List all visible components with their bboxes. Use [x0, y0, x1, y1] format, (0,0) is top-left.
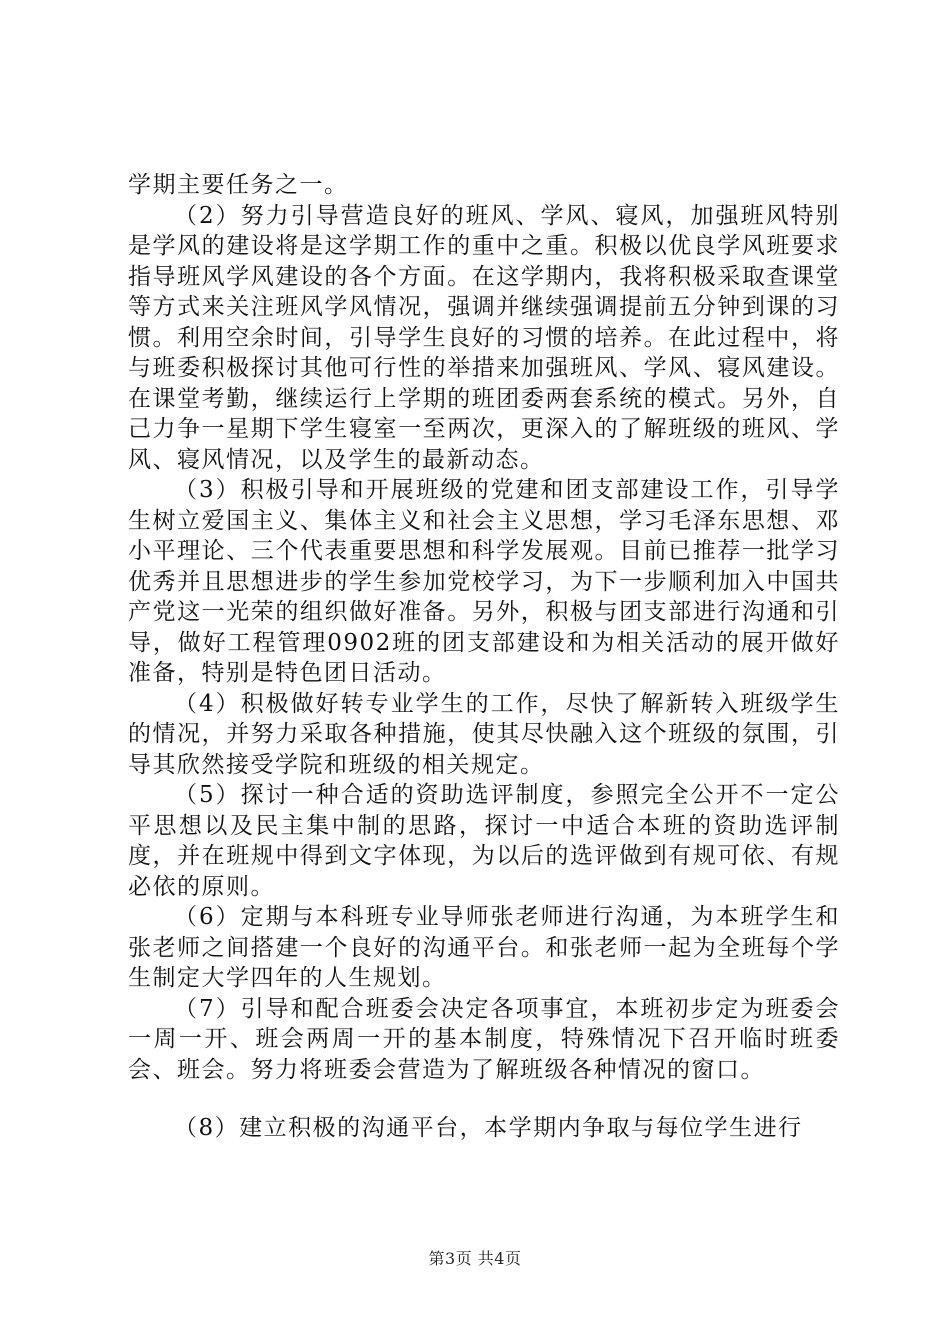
paragraph-item-2: （2）努力引导营造良好的班风、学风、寝风，加强班风特别是学风的建设将是这学期工作的重中之重。积极以优良学风班要求指导班风学风建设的各个方面。在这学期内，我将积极采取查课堂等方式来关注班风学风情况，强调并继续强调提前五分钟到课的习惯。利用空余时间，引导学生良好的习惯的培养。在此过程中，将与班委积极探讨其他可行性的举措来加强班风、学风、寝风建设。在课堂考勤，继续运行上学期的班团委两套系统的模式。另外，自己力争一星期下学生寝室一至两次，更深入的了解班级的班风、学风、寝风情况，以及学生的最新动态。: [128, 202, 840, 473]
paragraph-item-8: （8）建立积极的沟通平台，本学期内争取与每位学生进行: [174, 1115, 803, 1141]
page-number-footer: 第3页 共4页: [428, 1249, 522, 1268]
paragraph-item-3: （3）积极引导和开展班级的党建和团支部建设工作，引导学生树立爱国主义、集体主义和社会主义思想，学习毛泽东思想、邓小平理论、三个代表重要思想和科学发展观。目前已推荐一批学习优秀并且思想进步的学生参加党校学习，为下一步顺利加入中国共产党这一光荣的组织做好准备。另外，积极与团支部进行沟通和引导，做好工程管理0902班的团支部建设和为相关活动的展开做好准备，特别是特色团日活动。: [128, 477, 840, 686]
paragraph-item-7: （7）引导和配合班委会决定各项事宜，本班初步定为班委会一周一开、班会两周一开的基本制度，特殊情况下召开临时班委会、班会。努力将班委会营造为了解班级各种情况的窗口。: [128, 995, 840, 1083]
document-body: [128, 170, 840, 1144]
paragraph-item-4: （4）积极做好转专业学生的工作，尽快了解新转入班级学生的情况，并努力采取各种措施，使其尽快融入这个班级的氛围，引导其欣然接受学院和班级的相关规定。: [128, 690, 840, 778]
paragraph-continuation: 学期主要任务之一。: [128, 172, 349, 198]
paragraph-item-6: （6）定期与本科班专业导师张老师进行沟通，为本班学生和张老师之间搭建一个良好的沟通平台。和张老师一起为全班每个学生制定大学四年的人生规划。: [128, 904, 840, 991]
paragraph-item-5: （5）探讨一种合适的资助选评制度，参照完全公开不一定公平思想以及民主集中制的思路，探讨一中适合本班的资助选评制度，并在班规中得到文字体现，为以后的选评做到有规可依、有规必依的原则。: [128, 782, 840, 900]
